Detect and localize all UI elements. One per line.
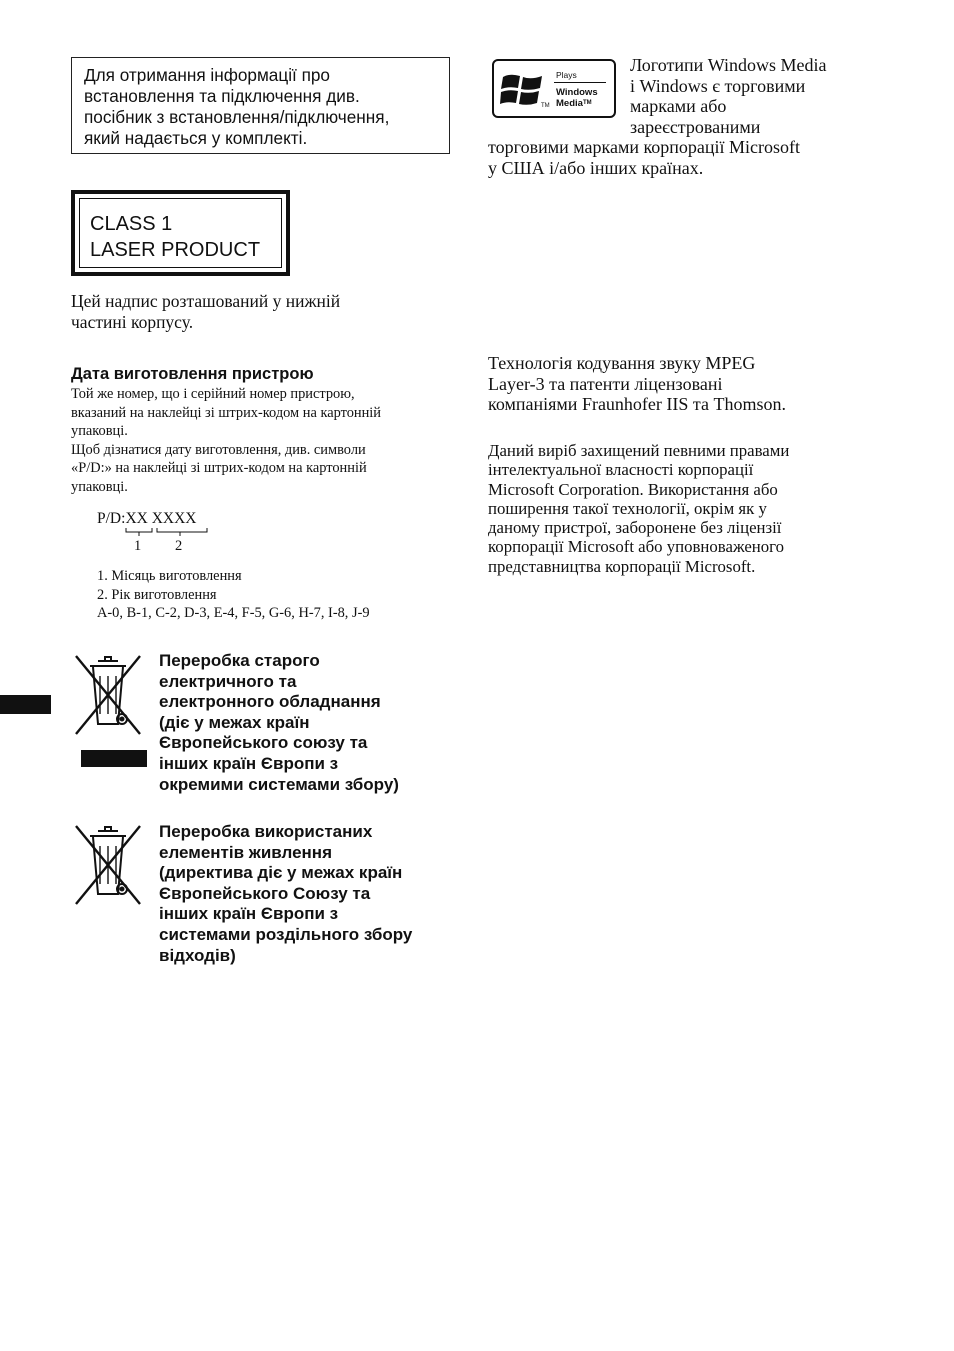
- bin-underline-bar: [81, 750, 147, 767]
- battery-title-line: системами роздільного збору: [159, 924, 413, 944]
- mpeg-license-text: [488, 353, 786, 415]
- install-notice-line: посібник з встановлення/підключення,: [84, 107, 390, 127]
- date-body-line: вказаний на наклейці зі штрих-кодом на картонній: [71, 404, 382, 421]
- windows-media-logo: [492, 59, 616, 118]
- ms-text-line: Microsoft Corporation. Використання або: [488, 479, 778, 499]
- date-body-line: Щоб дізнатися дату виготовлення, див. символи: [71, 441, 366, 458]
- battery-title-line: відходів): [159, 945, 236, 965]
- date-body-line: «P/D:» на наклейці зі штрих-кодом на картонній: [71, 460, 367, 476]
- windows-media-trademark-text: [630, 55, 826, 137]
- wm-text-line: у США і/або інших країнах.: [488, 157, 704, 178]
- windows-flag-icon: [500, 69, 544, 111]
- mpeg-text-line: Layer-3 та патенти ліцензовані: [488, 373, 723, 394]
- weee-title-line: Переробка старого: [159, 651, 320, 670]
- windows-tm-mark: TM: [541, 103, 550, 109]
- media-tm-mark: TM: [582, 100, 592, 106]
- install-notice-line: встановлення та підключення див.: [84, 86, 360, 106]
- pd-code-year: XXXX: [151, 510, 197, 527]
- pd-code-month: XX: [125, 510, 148, 527]
- wm-divider: [554, 82, 606, 83]
- laser-product-text: LASER PRODUCT: [90, 239, 261, 261]
- date-body-line: упаковці.: [71, 423, 128, 439]
- pd-legend-line: 2. Рік виготовлення: [97, 586, 217, 603]
- laser-label-inner: [79, 198, 282, 268]
- pd-marker-1: 1: [134, 538, 142, 554]
- battery-title-line: (директива діє у межах країн: [159, 863, 403, 883]
- laser-caption-line: Цей надпис розташований у нижній: [71, 291, 341, 311]
- battery-title-line: елементів живлення: [159, 842, 332, 862]
- pd-legend: [97, 567, 370, 623]
- wm-media-text: Media: [556, 98, 583, 109]
- ms-text-line: Даний виріб захищений певними правами: [488, 441, 790, 460]
- ms-text-line: інтелектуальної власності корпорації: [488, 460, 754, 480]
- laser-caption: [71, 291, 340, 333]
- laser-class-text: CLASS 1: [90, 213, 173, 235]
- pd-code-prefix: P/D:: [97, 510, 126, 527]
- wm-text-line: і Windows є торговими: [630, 75, 806, 96]
- wm-text-line: Логотипи Windows Media: [630, 55, 827, 75]
- battery-title-line: Переробка використаних: [159, 822, 373, 841]
- laser-product-label: [71, 190, 290, 276]
- ms-text-line: корпорації Microsoft або уповноваженого: [488, 537, 784, 557]
- weee-title-line: окремими системами збору): [159, 774, 399, 794]
- wm-plays-text: Plays: [556, 70, 577, 80]
- pd-code-brackets: [120, 527, 220, 537]
- mpeg-text-line: Технологія кодування звуку MPEG: [488, 353, 756, 373]
- wm-text-line: марками або: [630, 96, 727, 116]
- wm-text-line: зареєстрованими: [630, 116, 761, 137]
- mpeg-text-line: компаніями Fraunhofer IIS та Thomson.: [488, 394, 786, 414]
- weee-title-line: електронного обладнання: [159, 692, 381, 712]
- ms-text-line: представництва корпорації Microsoft.: [488, 556, 756, 576]
- install-notice-line: Для отримання інформації про: [84, 65, 330, 85]
- weee-title-line: (діє у межах країн: [159, 712, 310, 732]
- battery-notice-title: [159, 822, 412, 966]
- windows-media-trademark-text-cont: [488, 137, 800, 178]
- pd-marker-2: 2: [175, 538, 183, 554]
- battery-title-line: Європейського Союзу та: [159, 883, 371, 903]
- install-notice-box: [71, 57, 450, 154]
- date-body-line: упаковці.: [71, 478, 128, 495]
- pd-legend-line: 1. Місяць виготовлення: [97, 568, 242, 584]
- install-notice-line: який надається у комплекті.: [84, 128, 308, 148]
- wm-text-line: торговими марками корпорації Microsoft: [488, 137, 801, 157]
- date-body-line: Той же номер, що і серійний номер пристрою,: [71, 386, 355, 402]
- weee-title-line: Європейського союзу та: [159, 733, 368, 753]
- ms-text-line: даному пристрої, заборонене без ліцензії: [488, 518, 782, 538]
- manufacture-date-heading: Дата виготовлення пристрою: [71, 365, 314, 383]
- weee-notice-title: [159, 651, 399, 795]
- pd-legend-line: A-0, B-1, C-2, D-3, E-4, F-5, G-6, H-7, I-8, J-9: [97, 605, 370, 621]
- pd-code: [97, 510, 196, 528]
- ms-text-line: поширення такої технології, окрім як у: [488, 498, 767, 518]
- weee-title-line: електричного та: [159, 671, 297, 691]
- crossed-battery-bin-icon: [72, 822, 144, 912]
- weee-title-line: інших країн Європи з: [159, 753, 339, 773]
- page-edge-tab: [0, 695, 51, 714]
- microsoft-ip-text: [488, 441, 789, 576]
- laser-caption-line: частині корпусу.: [71, 312, 194, 332]
- battery-title-line: інших країн Європи з: [159, 904, 339, 924]
- crossed-bin-icon: [72, 652, 144, 742]
- wm-windows-text: Windows: [556, 87, 598, 98]
- manufacture-date-body: [71, 385, 381, 496]
